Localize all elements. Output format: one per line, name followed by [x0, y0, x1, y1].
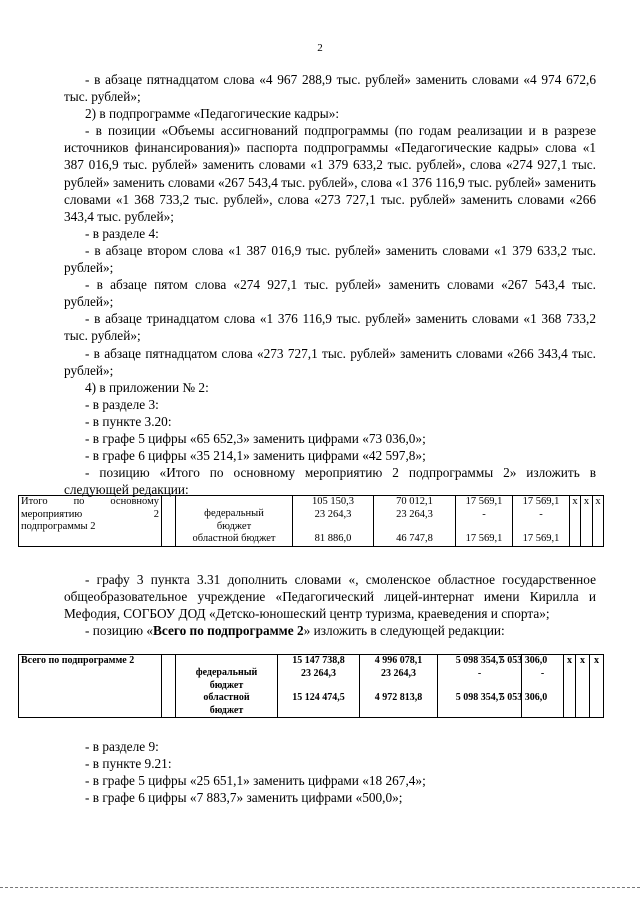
paragraph: - в абзаце пятнадцатом слова «4 967 288,9 тыс. рублей» заменить словами «4 974 672,6 тыс. рублей»;: [64, 72, 596, 105]
text-block-2: [64, 571, 596, 639]
paragraph: - в разделе 3:: [85, 396, 159, 412]
paragraph: - в графе 6 цифры «7 883,7» заменить цифрами «500,0»;: [85, 790, 403, 806]
row-label-cell: Всего по подпрограмме 2: [19, 655, 162, 718]
empty-cell: [162, 496, 176, 547]
source-federal: федеральный бюджет: [204, 508, 264, 532]
empty-cell: [162, 655, 176, 718]
col7-cell: 17 569,1 - 17 569,1: [456, 496, 513, 547]
label-line: мероприятию 2: [21, 508, 159, 520]
paragraph: - в абзаце пятнадцатом слова «273 727,1 тыс. рублей» заменить словами «266 343,4 тыс. рублей»;: [64, 345, 596, 378]
source-regional: областной бюджет: [192, 533, 276, 544]
paragraph: - в графе 5 цифры «25 651,1» заменить цифрами «18 267,4»;: [85, 773, 426, 789]
label-line: подпрограммы 2: [21, 521, 96, 532]
col6-cell: 70 012,1 23 264,3 46 747,8: [374, 496, 456, 547]
col8-cell: 17 569,1 - 17 569,1: [513, 496, 570, 547]
text-block-1: [64, 71, 596, 498]
row-label-cell: Итого по основному мероприятию 2 подпрограммы 2: [19, 496, 162, 547]
paragraph: - в абзаце втором слова «1 387 016,9 тыс. рублей» заменить словами «1 379 633,2 тыс. рублей»;: [64, 242, 596, 276]
paragraph: 2) в подпрограмме «Педагогические кадры»:: [85, 106, 340, 122]
table-row: [19, 496, 604, 547]
x-cell: x: [581, 496, 593, 547]
source-cell: [176, 496, 293, 547]
x-cell: x: [593, 496, 604, 547]
col7-cell: 5 098 354,7 - 5 098 354,7: [438, 655, 522, 718]
paragraph: - в графе 6 цифры «35 214,1» заменить цифрами «42 597,8»;: [85, 448, 426, 464]
source-regional: областной бюджет: [203, 692, 250, 716]
table-row: [19, 655, 604, 718]
paragraph: - в разделе 4:: [85, 225, 159, 241]
table-total-measure-2: [18, 495, 604, 547]
paragraph: - в пункте 9.21:: [85, 756, 172, 772]
paragraph: - в разделе 9:: [85, 739, 159, 754]
x-cell: x: [570, 496, 581, 547]
x-cell: x: [590, 655, 604, 718]
paragraph: - в графе 5 цифры «65 652,3» заменить цифрами «73 036,0»;: [85, 430, 426, 446]
col5-cell: 105 150,3 23 264,3 81 886,0: [293, 496, 374, 547]
paragraph: - в абзаце пятом слова «274 927,1 тыс. рублей» заменить словами «267 543,4 тыс. рублей»;: [64, 277, 596, 310]
paragraph: - в пункте 3.20:: [85, 413, 172, 429]
text-block-3: [64, 738, 596, 806]
paragraph: - в абзаце тринадцатом слова «1 376 116,9 тыс. рублей» заменить словами «1 368 733,2 тыс. рублей»;: [64, 311, 596, 344]
page-number: 2: [317, 42, 323, 54]
paragraph: - графу 3 пункта 3.31 дополнить словами «, смоленское областное государственное общеобразовательное учреждение «Педагогический лицей-интернат имени Кирилла и Мефодия, СОГБОУ ДОД «Детско-юношеский центр туризма, краеведения и спорта»;: [64, 572, 596, 622]
paragraph: - позицию «Всего по подпрограмме 2» изложить в следующей редакции:: [85, 623, 505, 639]
paragraph: 4) в приложении № 2:: [85, 379, 209, 395]
table-total-subprogram-2: [18, 654, 604, 718]
paragraph: - позицию «Итого по основному мероприятию 2 подпрограммы 2» изложить в следующей редакции:: [64, 465, 596, 498]
x-cell: x: [576, 655, 590, 718]
col6-cell: 4 996 078,1 23 264,3 4 972 813,8: [360, 655, 438, 718]
source-federal: федеральный бюджет: [195, 667, 258, 691]
col5-cell: 15 147 738,8 23 264,3 15 124 474,5: [278, 655, 360, 718]
col8-cell: 5 053 306,0 - 5 053 306,0: [522, 655, 564, 718]
x-cell: x: [564, 655, 576, 718]
paragraph: - в позиции «Объемы ассигнований подпрограммы (по годам реализации и в разрезе источников финансирования)» паспорта подпрограммы «Педагогические кадры» слова «1 387 016,9 тыс. рублей» заменить словами «1 379 633,2 тыс. рублей», слова «274 927,1 тыс. рублей» заменить словами «267 543,4 тыс. рублей», слова «1 376 116,9 тыс. рублей» заменить словами «1 368 733,2 тыс. рублей», слова «273 727,1 тыс. рублей» заменить словами «266 343,4 тыс. рублей»;: [64, 123, 596, 224]
page-bottom-rule: [0, 887, 640, 888]
source-cell: [176, 655, 278, 718]
